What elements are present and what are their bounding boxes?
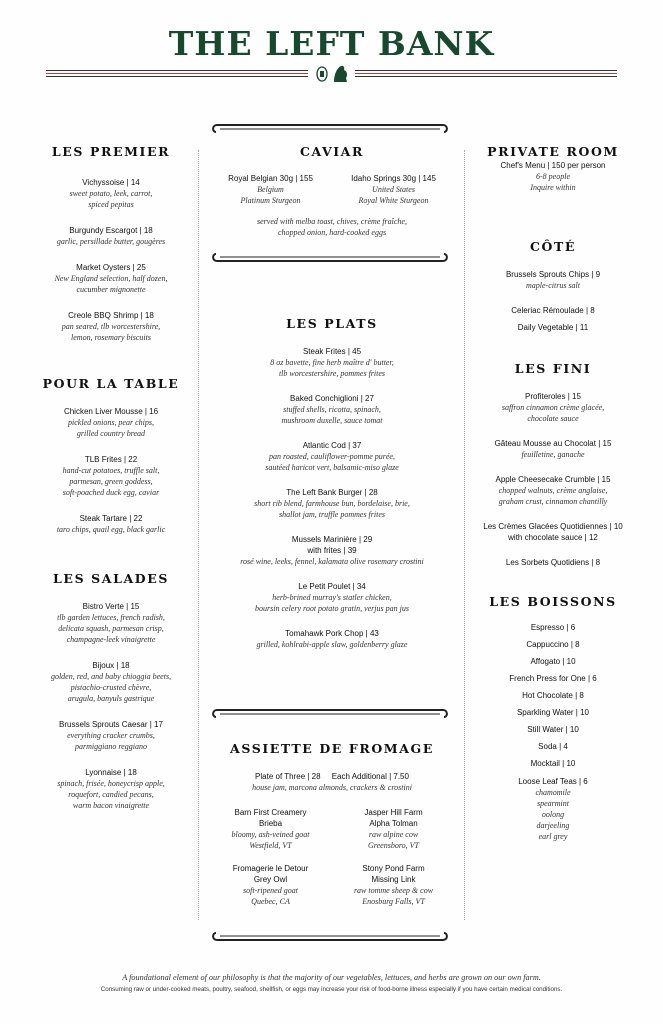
menu-item: The Left Bank Burger | 28 short rib blend, farmhouse bun, bordelaise, brie, shallot jam, truffle pommes frites xyxy=(254,488,410,519)
menu-item: Baked Conchiglioni | 27 stuffed shells, ricotta, spinach, mushroom duxelle, sauce tomat xyxy=(281,394,383,425)
drink-item: Hot Chocolate | 8 xyxy=(522,691,584,700)
right-column: PRIVATE ROOM Chef's Menu | 150 per person 6-8 people Inquire within CÔTÉ Brussels Sprouts Chips | 9 maple-citrus salt Celeriac Rémoulade | 8 Daily Vegetable | 11 LES FINI Profiteroles | 15 saffron cinnamon crème glacée, chocolate sauce Gâteau Mousse au Chocolat | 15 feuilletine, ganache Apple Cheesecake Crumble | 15 chopped walnuts, crème anglaise, graham crust, cinnamon chantilly Les Crèmes Glacées Quotidiennes | 10 with chocolate sauce | 12 Les Sorbets Quotidiens | 8 LES BOISSONS Espresso | 6 Cappuccino | 8 Affogato | 10 French Press for One | 6 Hot Chocolate | 8 Sparkling Water | 10 Still Water | 10 Soda | 4 Mocktail | 10 Loose Leaf Teas | 6 chamomile spearmint oolong darjeeling earl grey xyxy=(478,138,628,842)
header-rule xyxy=(355,73,617,74)
menu-item: Les Sorbets Quotidiens | 8 xyxy=(505,558,601,567)
menu-item: Atlantic Cod | 37 pan roasted, cauliflower-pomme purée, sautéed haricot vert, balsamic-miso glaze xyxy=(265,441,399,472)
menu-item: Lyonnaise | 18 spinach, frisée, honeycrisp apple, roquefort, candied pecans, warm bacon vinaigrette xyxy=(57,768,165,810)
section-title-salades: LES SALADES xyxy=(53,571,169,586)
fromage-section xyxy=(208,741,456,907)
drink-item: Affogato | 10 xyxy=(530,657,576,666)
frame-ornament-top xyxy=(210,707,450,721)
cheese-item: Barn First Creamery Brieba bloomy, ash-veined goat Westfield, VT xyxy=(231,808,310,850)
section-title-fromage: ASSIETTE DE FROMAGE xyxy=(230,741,434,756)
menu-item: Idaho Springs 30g | 145 United States Royal White Sturgeon xyxy=(351,174,436,205)
caviar-note: served with melba toast, chives, crème fraîche, xyxy=(257,217,407,226)
cheese-item: Jasper Hill Farm Alpha Tolman raw alpine cow Greensboro, VT xyxy=(364,808,423,850)
section-title-fini: LES FINI xyxy=(514,361,592,376)
section-title-plats: LES PLATS xyxy=(286,316,378,331)
column-divider xyxy=(198,150,199,920)
menu-item: Tomahawk Pork Chop | 43 grilled, kohlrabi-apple slaw, goldenberry glaze xyxy=(256,629,408,649)
restaurant-name: THE LEFT BANK xyxy=(168,24,495,63)
drink-item: Espresso | 6 xyxy=(530,623,576,632)
health-disclaimer: Consuming raw or under-cooked meats, poultry, seafood, shellfish, or eggs may increase your risk of food-borne illness especially if you have certain medical conditions. xyxy=(100,986,563,993)
menu-item: Daily Vegetable | 11 xyxy=(517,323,589,332)
drink-item: Mocktail | 10 xyxy=(530,759,576,768)
menu-item: Les Crèmes Glacées Quotidiennes | 10 with chocolate sauce | 12 xyxy=(483,522,623,542)
header-rule xyxy=(355,76,617,77)
drink-item: Cappuccino | 8 xyxy=(526,640,580,649)
tea-variety: spearmint xyxy=(537,799,569,808)
header-rule xyxy=(46,70,308,71)
tea-variety: darjeeling xyxy=(536,821,570,830)
cheese-item: Stony Pond Farm Missing Link raw tomme sheep & cow Enosburg Falls, VT xyxy=(353,864,434,906)
frame-ornament-bottom xyxy=(210,250,450,264)
section-title-private: PRIVATE ROOM xyxy=(487,144,619,159)
menu-item: Burgundy Escargot | 18 garlic, persillade butter, gougères xyxy=(56,226,166,246)
menu-item: Mussels Marinière | 29 with frites | 39 rosé wine, leeks, fennel, kalamata olive rosemary crostini xyxy=(240,535,424,566)
header-rule xyxy=(46,76,308,77)
menu-item: Gâteau Mousse au Chocolat | 15 feuilletine, ganache xyxy=(494,439,612,459)
caviar-section xyxy=(208,144,456,238)
cheese-item: Fromagerie le Detour Grey Owl soft-ripened goat Quebec, CA xyxy=(232,864,309,906)
menu-item: Steak Frites | 45 8 oz bavette, fine herb maître d' butter, tlb worcestershire, pommes frites xyxy=(270,347,394,378)
caviar-note: chopped onion, hard-cooked eggs xyxy=(277,228,387,237)
menu-item: Celeriac Rémoulade | 8 xyxy=(511,306,595,315)
menu-item: Chicken Liver Mousse | 16 pickled onions, pear chips, grilled country bread xyxy=(63,407,159,438)
column-divider xyxy=(464,150,465,920)
menu-item: Royal Belgian 30g | 155 Belgium Platinum Sturgeon xyxy=(228,174,313,205)
section-title-caviar: CAVIAR xyxy=(300,144,364,159)
menu-item: Le Petit Poulet | 34 herb-brined murray's statler chicken, boursin celery root potato gratin, verjus pan jus xyxy=(255,582,409,613)
fromage-note: house jam, marcona almonds, crackers & crostini xyxy=(252,783,412,792)
menu-item: Brussels Sprouts Chips | 9 maple-citrus salt xyxy=(505,270,601,290)
section-title-boissons: LES BOISSONS xyxy=(489,594,617,609)
fromage-price: Plate of Three | 28 Each Additional | 7.50 xyxy=(255,772,409,781)
menu-item: TLB Frites | 22 hand-cut potatoes, truffle salt, parmesan, green goddess, soft-poached duck egg, caviar xyxy=(62,455,160,497)
menu-item: Brussels Sprouts Caesar | 17 everything cracker crumbs, parmiggiano reggiano xyxy=(59,720,163,751)
drink-item: Loose Leaf Teas | 6 xyxy=(518,777,588,786)
section-title-premier: LES PREMIER xyxy=(51,144,171,159)
menu-item: Bistro Verte | 15 tlb garden lettuces, french radish, delicata squash, parmesan crisp, champagne-leek vinaigrette xyxy=(57,602,165,644)
menu-item: Market Oysters | 25 New England selection, half dozen, cucumber mignonette xyxy=(54,263,168,294)
section-title-cote: CÔTÉ xyxy=(529,239,577,254)
drink-item: Sparkling Water | 10 xyxy=(516,708,590,717)
header-rule xyxy=(355,70,617,71)
drink-item: Soda | 4 xyxy=(538,742,568,751)
section-title-table: POUR LA TABLE xyxy=(42,376,180,391)
menu-item: Apple Cheesecake Crumble | 15 chopped walnuts, crème anglaise, graham crust, cinnamon chantilly xyxy=(495,475,611,506)
drink-item: French Press for One | 6 xyxy=(509,674,597,683)
tea-variety: earl grey xyxy=(538,832,568,841)
tea-variety: oolong xyxy=(541,810,565,819)
menu-item: Profiteroles | 15 saffron cinnamon crème glacée, chocolate sauce xyxy=(501,392,605,423)
logo-emblem-icon xyxy=(312,62,352,86)
left-column xyxy=(38,138,184,811)
menu-item: Vichyssoise | 14 sweet potato, leek, carrot, spiced pepitas xyxy=(69,178,153,209)
menu-item: Creole BBQ Shrimp | 18 pan seared, tlb worcestershire, lemon, rosemary biscuits xyxy=(61,311,161,342)
drink-item: Still Water | 10 xyxy=(527,725,579,734)
frame-ornament-bottom xyxy=(210,929,450,943)
menu-item: Steak Tartare | 22 taro chips, quail egg, black garlic xyxy=(56,514,166,534)
tea-variety: chamomile xyxy=(535,788,571,797)
header-rule xyxy=(46,73,308,74)
frame-ornament-top xyxy=(210,122,450,136)
farm-philosophy-note: A foundational element of our philosophy is that the majority of our vegetables, lettuces, and herbs are grown on our own farm. xyxy=(122,973,541,982)
plats-section xyxy=(208,316,456,650)
menu-item: Bijoux | 18 golden, red, and baby chioggia beets, pistachio-crusted chèvre, arugula, banyuls gastrique xyxy=(50,661,172,703)
